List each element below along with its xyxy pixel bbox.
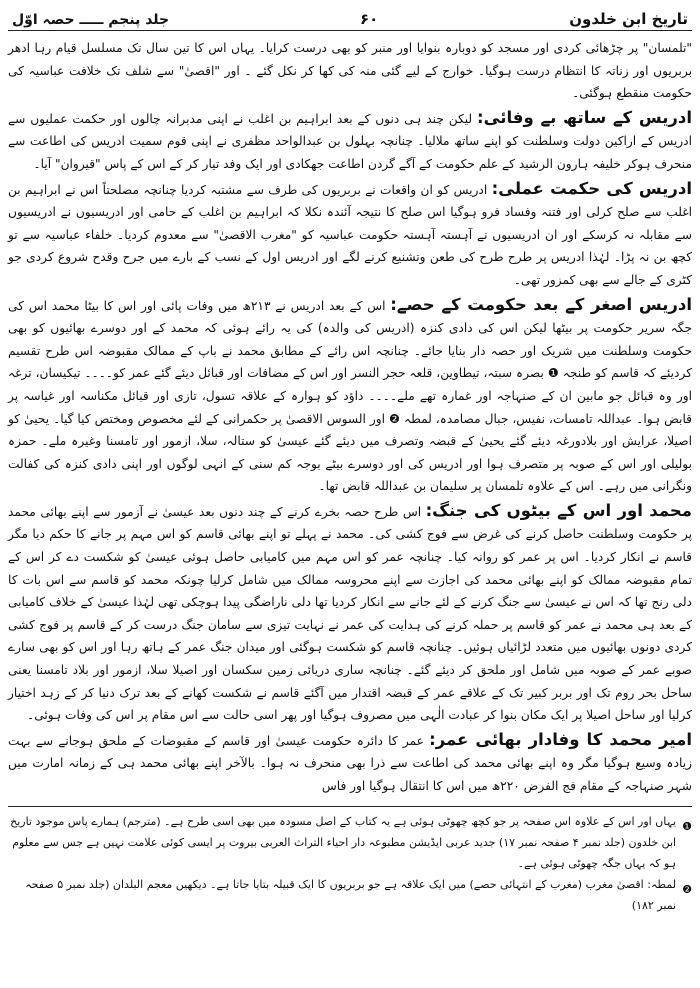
page-header bbox=[8, 4, 692, 31]
paragraph-text: عمر کا دائرہ حکومت عیسیٰ اور قاسم کے مقبوضات کے ملحق ہوجانے سے بہت زیادہ وسیع ہوگیا مگر وہ اپنے بھائی محمد کی اطاعت سے ذرا بھی منحرف نہ ہوا۔ بالآخر اپنے بھائی محمد ہی کے زمانہ امارت میں شہر صنہاجہ کے مقام فج الفرض ۲۲۰ھ میں اس کا انتقال ہوگیا اور فاس bbox=[8, 733, 692, 793]
main-text bbox=[8, 37, 692, 798]
footnote-marker: ❶ bbox=[682, 819, 692, 833]
footnote bbox=[8, 811, 692, 874]
footnote-text: یہاں اور اس کے علاوہ اس صفحہ پر جو کچھ چھوٹی ہوئی ہے یہ کتاب کے اصل مسودہ میں بھی اسی طرح ہے۔ (مترجم) ہمارے پاس موجود تاریخ ابن خلدون (جلد نمبر ۴ صفحہ نمبر ۱۷) جدید عربی ایڈیشن مطبوعہ دار احیاء التراث العربی بیروت پر ایسی کوئی علامت نہیں ہے جس سے معلوم ہو کہ یہاں جگہ چھوٹی ہوئی ہے۔ bbox=[10, 814, 677, 870]
section-heading: محمد اور اس کے بیٹوں کی جنگ: bbox=[425, 500, 692, 520]
footnote-text: لمطہ: اقصیٰ مغرب (مغرب کے انتہائی حصے) میں ایک علاقہ ہے جو بربریوں کا ایک قبیلہ بتایا جاتا ہے۔ دیکھیں معجم البلدان (جلد نمبر ۵ صفحہ نمبر ۱۸۲) bbox=[25, 877, 677, 912]
paragraph-text: اس کے بعد ادریس نے ۲۱۳ھ میں وفات پائی اور اس کا بیٹا محمد اس کی جگہ سریر حکومت پر بیٹھا لیکن اس کی دادی کنزہ (ادریس کی والدہ) کی یہ رائے ہوئی کہ محمد کے اور دوسرے بھائیوں کو بھی حکومت وسلطنت میں شریک اور حصہ دار بنایا جائے۔ چنانچہ اس رائے کے مطابق محمد نے باپ کے ممالک مقبوضہ اس طرح تقسیم کردیئے کہ قاسم کو طنجہ ❶ بصرہ سبتہ، تیطاوین، قلعہ حجر النسر اور اس کے مضافات اور قبائل دیئے گئے عمر کو۔۔۔۔ تیکیسان، ترغہ اور وہ قبائل جو مابین ان کے صنہاجہ اور غمارہ تھے ملے۔۔۔۔ داؤد کو ہوارہ کے علاقہ تسول، تازی اور قبائل مکناسہ اور غیاسہ پر قابض ہوا۔ عبداللہ تامسات، نفیس، جبال مصامدہ، لمطہ ❷ اور السوس الاقصیٰ پر حکمرانی کے لئے مخصوص ومختص کیا گیا۔ یحییٰ کو اصیلا، عرایش اور بلادورغہ دیئے گئے یحییٰ کے قبضہ وتصرف میں دیئے گئے عیسیٰ کو ستالہ، سلا، ازمور اور تامسنا وغیرہ ملے۔ حمزہ بولیلی اور اس کے صوبہ پر متصرف ہوا اور ادریس کی اور دوسرے بیٹے بوجہ کم سنی کے انہی لوگوں اور اپنی دادی کنزہ کی کفالت ونگرانی میں رہے۔ اس کے علاوہ تلمسان پر سلیمان بن عبداللہ قابض تھا۔ bbox=[8, 298, 692, 494]
section-heading: ادریس کے ساتھ بے وفائی: bbox=[477, 107, 693, 127]
paragraph bbox=[8, 500, 692, 727]
footnote-marker: ❷ bbox=[682, 882, 692, 896]
paragraph bbox=[8, 729, 692, 798]
section-heading: ادریس کی حکمت عملی: bbox=[491, 178, 693, 198]
volume-label: جلد پنجم ـــــ حصہ اوّل bbox=[12, 12, 170, 28]
section-heading: ادریس اصغر کے بعد حکومت کے حصے: bbox=[390, 294, 693, 314]
section-heading: امیر محمد کا وفادار بھائی عمر: bbox=[429, 729, 692, 749]
footnotes bbox=[8, 807, 692, 916]
paragraph bbox=[8, 294, 692, 498]
paragraph-text: لیکن چند ہی دنوں کے بعد ابراہیم بن اغلب نے اپنی مدبرانہ چالوں اور حکمت عملیوں سے ادریس کے اراکین دولت وسلطنت کو اپنے ساتھ ملالیا۔ چنانچہ بہلول بن عبدالواحد مظفری نے اپنی قوم سمیت ادریس کی اطاعت سے منحرف ہوکر خلیفہ ہارون الرشید کے علم حکومت کے آگے گردن اطاعت جھکادی اور ایک وفد تیار کر کے اس کے پاس "قیروان" آیا۔ bbox=[8, 111, 692, 171]
paragraph-text: اس طرح حصہ بخرے کرنے کے چند دنوں بعد عیسیٰ نے آزمور سے اپنے بھائی محمد پر حکومت وسلطنت حاصل کرنے کی غرض سے فوج کشی کی۔ محمد نے پہلے تو اپنے بھائی قاسم کو اس مہم پر جانے کا حکم دیا مگر قاسم نے انکار کردیا۔ اس پر عمر کو روانہ کیا۔ چنانچہ عمر کو اس مہم میں کامیابی حاصل ہوئی عیسیٰ کو شکست دے کر اس کے تمام مقبوضہ ممالک کو اپنے بھائی محمد کی اجازت سے اپنے محروسہ ممالک میں شامل کرلیا چونکہ محمد کو قاسم سے اس بات کا دلی رنج تھا کہ اس نے عیسیٰ سے جنگ کرنے کے لئے جانے سے انکار کردیا تھا دلی ناراضگی پیدا ہوچکی تھی لہٰذا عیسیٰ کے خلاف کامیابی کے بعد ہی محمد نے عمر کو قاسم پر حملہ کرنے کی ہدایت کی عمر نے نہایت تیزی سے سامان جنگ درست کر کے قاسم پر فوج کشی کردی دونوں بھائیوں میں متعدد لڑائیاں ہوئیں۔ چنانچہ قاسم کو شکست ہوگئی اور میدان جنگ عمر کے ہاتھ رہا اور اس کو بھی سارے صوبے عمر کے صوبہ میں شامل اور ملحق کر دیئے گئے۔ چنانچہ ساری دریائی زمین سکسان اور اصیلا سلا، ازمور اور بلاد تامسنا یعنی ساحل بحر روم تک اور بربر کبیر تک کے علاقے عمر کے قبضہ اقتدار میں آگئے قاسم نے شکست کھانے کے بعد ترک دنیا کر کے زہد اختیار کرلیا اور ساحل اصیلا پر ایک مکان بنوا کر عبادت الٰہی میں مصروف ہوگیا اور پھر اسی حالت سے اس مقام پر اس کی وفات ہوئی۔ bbox=[8, 504, 692, 723]
paragraph bbox=[8, 37, 692, 105]
paragraph-text: "تلمسان" پر چڑھائی کردی اور مسجد کو دوبارہ بنوایا اور منبر کو بھی درست کرایا۔ یہاں اس کا تین سال تک مسلسل قیام رہا ادھر بربریوں اور زناتہ کا انتظام درست ہوگیا۔ خوارج کے لیے گئی منہ کی کھا کر نکل گئے ۔ اور "اقصیٰ" سے شلف تک خلافت عباسیہ کی حکومت منقطع ہوگئی۔ bbox=[8, 41, 692, 101]
paragraph bbox=[8, 107, 692, 176]
book-title: تاریخ ابن خلدون bbox=[569, 10, 688, 28]
paragraph bbox=[8, 178, 692, 292]
paragraph-text: ادریس کو ان واقعات نے بربریوں کی طرف سے مشتبہ کردیا چنانچہ مصلحتاً اس نے ابراہیم بن اغلب سے صلح کرلی اور فتنہ وفساد فرو ہوگیا اس صلح کا نتیجہ آئندہ نکلا کہ ابراہیم بن اغلب کے حامی اور ادریسیوں نے ادریسیوں سے مقابلہ نہ کرسکے اور ان ادریسیوں نے آہستہ آہستہ حکومت عباسیہ کو "مغرب الاقصیٰ" سے معدوم کردیا۔ خلفاء عباسیہ سے تو کچھ بن نہ پڑا۔ لہٰذا ادریس پر طرح طرح کی طعن وتشنیع کرنے لگے اور ادریس اول کے نسب کے بارے میں جرح وقدح شروع کردی جو کٹری کے جالے سے بھی کمزور تھی۔ bbox=[8, 182, 692, 287]
footnote bbox=[8, 874, 692, 916]
page-number: ۶۰ bbox=[360, 10, 379, 28]
